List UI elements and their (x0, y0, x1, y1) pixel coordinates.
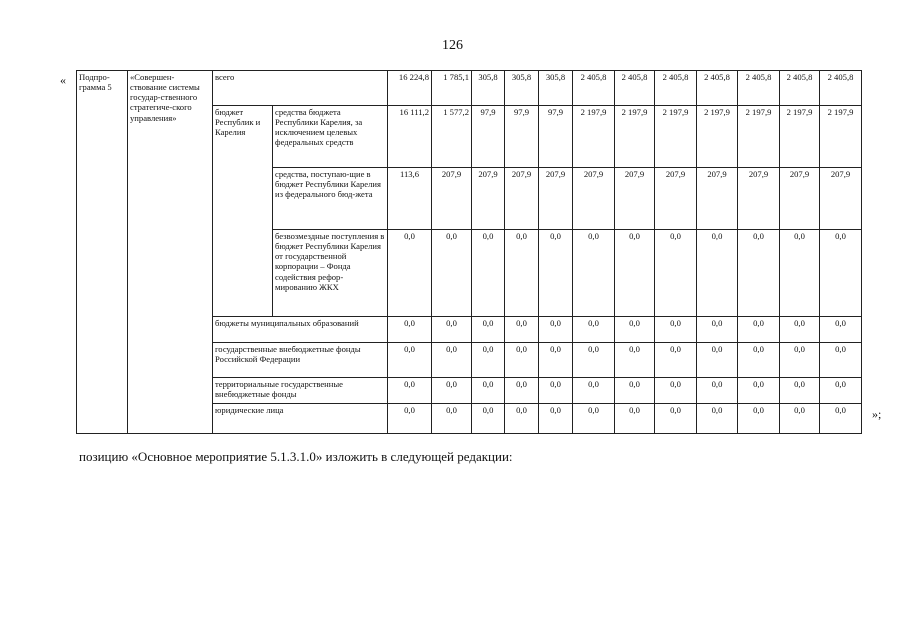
value-cell: 0,0 (820, 378, 862, 404)
value-cell: 207,9 (615, 168, 655, 230)
row-label: государственные внебюджетные фонды Российской Федерации (213, 343, 388, 378)
value-cell: 0,0 (432, 343, 472, 378)
value-cell: 305,8 (505, 71, 539, 106)
row-label: средства, поступаю-щие в бюджет Республики Карелия из федерального бюд-жета (273, 168, 388, 230)
value-cell: 207,9 (655, 168, 697, 230)
value-cell: 16 111,2 (388, 106, 432, 168)
value-cell: 0,0 (388, 317, 432, 343)
value-cell: 0,0 (505, 343, 539, 378)
row-label: территориальные государственные внебюджетные фонды (213, 378, 388, 404)
row-label: всего (213, 71, 388, 106)
value-cell: 207,9 (780, 168, 820, 230)
value-cell: 0,0 (539, 317, 573, 343)
value-cell: 2 405,8 (573, 71, 615, 106)
value-cell: 0,0 (472, 404, 505, 434)
value-cell: 0,0 (505, 317, 539, 343)
value-cell: 0,0 (615, 404, 655, 434)
value-cell: 0,0 (738, 404, 780, 434)
value-cell: 2 197,9 (655, 106, 697, 168)
value-cell: 0,0 (539, 343, 573, 378)
value-cell: 0,0 (697, 404, 738, 434)
value-cell: 2 405,8 (780, 71, 820, 106)
value-cell: 0,0 (472, 230, 505, 317)
value-cell: 0,0 (655, 317, 697, 343)
value-cell: 207,9 (539, 168, 573, 230)
value-cell: 0,0 (820, 230, 862, 317)
value-cell: 207,9 (472, 168, 505, 230)
value-cell: 2 405,8 (820, 71, 862, 106)
value-cell: 0,0 (539, 230, 573, 317)
value-cell: 0,0 (615, 343, 655, 378)
value-cell: 2 405,8 (615, 71, 655, 106)
value-cell: 2 197,9 (820, 106, 862, 168)
value-cell: 0,0 (780, 404, 820, 434)
value-cell: 0,0 (697, 230, 738, 317)
value-cell: 0,0 (472, 378, 505, 404)
value-cell: 0,0 (573, 343, 615, 378)
value-cell: 0,0 (505, 404, 539, 434)
value-cell: 207,9 (505, 168, 539, 230)
value-cell: 2 405,8 (697, 71, 738, 106)
program-title-cell: «Совершен-ствование системы государ-ственного стратегиче-ского управления» (128, 71, 213, 434)
value-cell: 0,0 (539, 404, 573, 434)
value-cell: 0,0 (615, 317, 655, 343)
value-cell: 0,0 (697, 343, 738, 378)
value-cell: 0,0 (388, 378, 432, 404)
row-label: средства бюджета Республики Карелия, за исключением целевых федеральных средств (273, 106, 388, 168)
value-cell: 97,9 (472, 106, 505, 168)
value-cell: 0,0 (738, 378, 780, 404)
value-cell: 0,0 (780, 317, 820, 343)
value-cell: 0,0 (573, 230, 615, 317)
row-label: юридические лица (213, 404, 388, 434)
value-cell: 97,9 (505, 106, 539, 168)
value-cell: 0,0 (655, 378, 697, 404)
instruction-paragraph: позицию «Основное мероприятие 5.1.3.1.0» изложить в следующей редакции: (79, 449, 513, 464)
value-cell: 2 405,8 (655, 71, 697, 106)
value-cell: 0,0 (820, 317, 862, 343)
value-cell: 0,0 (780, 378, 820, 404)
budget-group-label: бюджет Республик и Карелия (213, 106, 273, 317)
value-cell: 97,9 (539, 106, 573, 168)
value-cell: 0,0 (432, 230, 472, 317)
value-cell: 0,0 (573, 378, 615, 404)
value-cell: 207,9 (432, 168, 472, 230)
close-quote: »; (872, 407, 882, 421)
budget-table (76, 70, 862, 434)
value-cell: 0,0 (573, 404, 615, 434)
value-cell: 2 405,8 (738, 71, 780, 106)
value-cell: 305,8 (472, 71, 505, 106)
value-cell: 0,0 (432, 404, 472, 434)
open-quote: « (60, 73, 66, 87)
value-cell: 2 197,9 (738, 106, 780, 168)
value-cell: 0,0 (738, 343, 780, 378)
value-cell: 2 197,9 (615, 106, 655, 168)
value-cell: 0,0 (388, 343, 432, 378)
value-cell: 0,0 (820, 404, 862, 434)
value-cell: 0,0 (388, 230, 432, 317)
value-cell: 0,0 (472, 317, 505, 343)
value-cell: 16 224,8 (388, 71, 432, 106)
program-name-cell: Подпро-грамма 5 (77, 71, 128, 434)
value-cell: 0,0 (388, 404, 432, 434)
value-cell: 0,0 (615, 230, 655, 317)
value-cell: 0,0 (432, 317, 472, 343)
value-cell: 0,0 (615, 378, 655, 404)
table-row (77, 71, 862, 106)
value-cell: 0,0 (472, 343, 505, 378)
row-label: бюджеты муниципальных образований (213, 317, 388, 343)
value-cell: 0,0 (697, 317, 738, 343)
value-cell: 0,0 (655, 404, 697, 434)
value-cell: 0,0 (655, 343, 697, 378)
value-cell: 2 197,9 (697, 106, 738, 168)
value-cell: 0,0 (780, 343, 820, 378)
value-cell: 0,0 (505, 230, 539, 317)
value-cell: 2 197,9 (573, 106, 615, 168)
value-cell: 1 577,2 (432, 106, 472, 168)
value-cell: 0,0 (780, 230, 820, 317)
value-cell: 1 785,1 (432, 71, 472, 106)
value-cell: 305,8 (539, 71, 573, 106)
value-cell: 2 197,9 (780, 106, 820, 168)
value-cell: 207,9 (697, 168, 738, 230)
value-cell: 0,0 (505, 378, 539, 404)
value-cell: 113,6 (388, 168, 432, 230)
value-cell: 0,0 (655, 230, 697, 317)
page-number: 126 (442, 38, 463, 53)
value-cell: 0,0 (820, 343, 862, 378)
value-cell: 0,0 (573, 317, 615, 343)
value-cell: 0,0 (539, 378, 573, 404)
row-label: безвозмездные поступления в бюджет Республики Карелия от государственной корпорации – Фонда содействия рефор-мированию ЖКХ (273, 230, 388, 317)
value-cell: 0,0 (738, 317, 780, 343)
value-cell: 0,0 (738, 230, 780, 317)
value-cell: 0,0 (432, 378, 472, 404)
value-cell: 207,9 (820, 168, 862, 230)
value-cell: 207,9 (573, 168, 615, 230)
value-cell: 0,0 (697, 378, 738, 404)
value-cell: 207,9 (738, 168, 780, 230)
